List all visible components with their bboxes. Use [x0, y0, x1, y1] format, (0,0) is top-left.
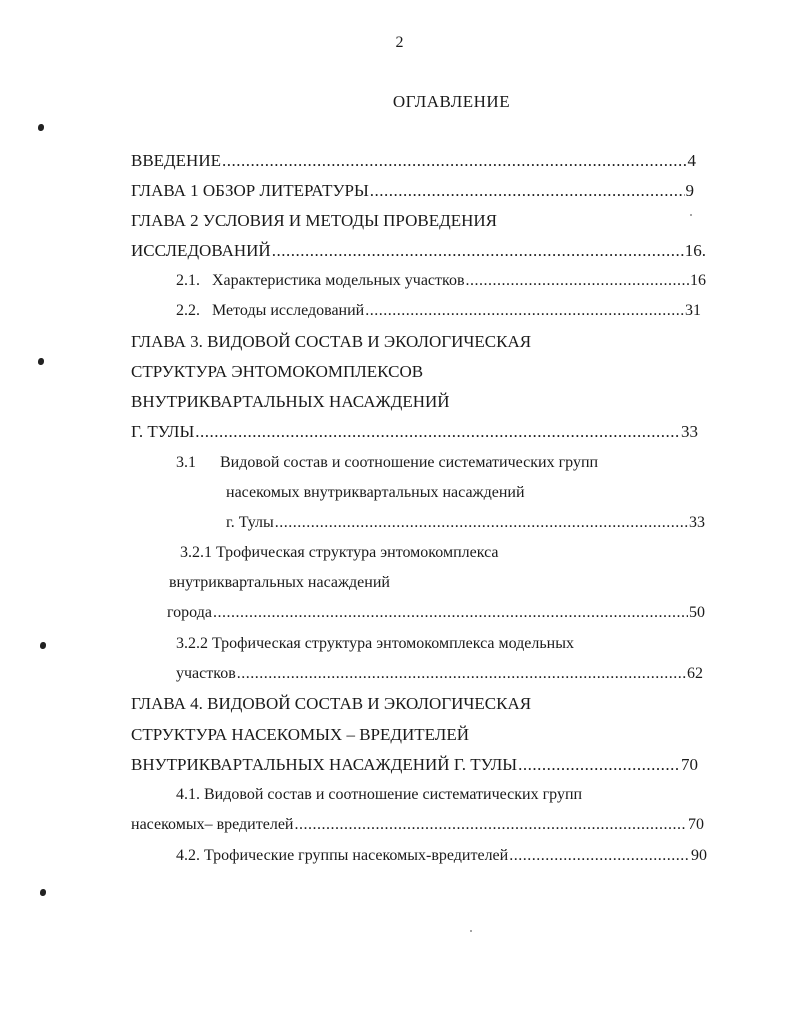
scan-mark — [40, 889, 46, 896]
toc-entry-label: 2.1. Характеристика модельных участков — [176, 272, 465, 289]
toc-leader-dots — [466, 270, 689, 292]
toc-entry-page: 9 — [685, 181, 694, 200]
toc-entry-label: ВНУТРИКВАРТАЛЬНЫХ НАСАЖДЕНИЙ — [131, 392, 450, 411]
toc-leader-dots — [509, 845, 690, 867]
toc-entry-label: СТРУКТУРА НАСЕКОМЫХ – ВРЕДИТЕЛЕЙ — [131, 725, 469, 744]
toc-leader-dots — [195, 421, 680, 443]
toc-entry-label: г. Тулы — [226, 514, 274, 531]
toc-entry-label: ГЛАВА 3. ВИДОВОЙ СОСТАВ И ЭКОЛОГИЧЕСКАЯ — [131, 332, 532, 351]
toc-entry-label: ГЛАВА 1 ОБЗОР ЛИТЕРАТУРЫ — [131, 181, 369, 200]
scan-mark — [38, 124, 44, 131]
toc-entry-page: 62 — [687, 665, 703, 682]
page-number: 2 — [395, 34, 404, 51]
toc-entry-label: города — [167, 604, 212, 621]
toc-entry — [167, 602, 705, 624]
toc-entry-page: 50 — [689, 604, 705, 621]
toc-entry — [131, 693, 531, 715]
toc-entry — [176, 270, 706, 292]
toc-entry — [131, 210, 497, 232]
toc-entry — [131, 331, 531, 353]
toc-leader-dots — [237, 663, 686, 685]
toc-entry-label: 4.1. Видовой состав и соотношение систематических групп — [176, 786, 583, 803]
toc-entry — [169, 572, 390, 594]
toc-entry-page: 33 — [681, 422, 698, 441]
toc-entry-page: 33 — [689, 514, 705, 531]
toc-entry — [176, 663, 703, 685]
toc-entry-page: 4 — [687, 151, 696, 170]
toc-entry — [131, 391, 450, 413]
toc-entry — [131, 814, 704, 836]
toc-entry-label: ГЛАВА 2 УСЛОВИЯ И МЕТОДЫ ПРОВЕДЕНИЯ — [131, 211, 497, 230]
toc-entry-label: ВНУТРИКВАРТАЛЬНЫХ НАСАЖДЕНИЙ Г. ТУЛЫ — [131, 755, 518, 774]
toc-entry — [131, 421, 698, 443]
toc-entry — [131, 240, 706, 262]
toc-entry — [176, 452, 598, 474]
toc-entry — [180, 542, 499, 564]
toc-entry — [131, 754, 698, 776]
scan-mark — [38, 358, 44, 365]
toc-entry — [176, 784, 582, 806]
toc-leader-dots — [370, 180, 685, 202]
toc-leader-dots — [365, 300, 684, 322]
toc-entry-label: участков — [176, 665, 236, 682]
toc-entry-page: 90 — [691, 847, 707, 864]
toc-entry — [131, 361, 423, 383]
scan-speck — [690, 214, 692, 216]
toc-entry — [226, 512, 705, 534]
toc-entry-label: ИССЛЕДОВАНИЙ — [131, 241, 271, 260]
toc-entry-label: СТРУКТУРА ЭНТОМОКОМПЛЕКСОВ — [131, 362, 424, 381]
toc-entry — [176, 633, 574, 655]
toc-entry-label: 3.2.2 Трофическая структура энтомокомплекса модельных — [176, 635, 574, 652]
toc-entry — [131, 724, 469, 746]
toc-entry — [226, 482, 525, 504]
toc-entry-page: 70 — [681, 755, 698, 774]
toc-entry-label: ВВЕДЕНИЕ — [131, 151, 221, 170]
toc-leader-dots — [272, 240, 684, 262]
toc-entry — [131, 180, 694, 202]
toc-entry-label: Г. ТУЛЫ — [131, 422, 195, 441]
toc-entry-page: 70 — [688, 816, 704, 833]
toc-entry-label: 3.1 Видовой состав и соотношение систематических групп — [176, 454, 599, 471]
toc-entry — [131, 150, 696, 172]
toc-entry-label: 3.2.1 Трофическая структура энтомокомплекса — [180, 544, 499, 561]
toc-entry-label: насекомых внутриквартальных насаждений — [226, 484, 525, 501]
scan-speck — [470, 930, 472, 932]
toc-entry-page: 16. — [684, 241, 706, 260]
toc-entry-label: насекомых– вредителей — [131, 816, 294, 833]
toc-leader-dots — [275, 512, 688, 534]
toc-entry-label: внутриквартальных насаждений — [169, 574, 390, 591]
toc-leader-dots — [213, 602, 688, 624]
toc-entry-page: 16 — [690, 272, 706, 289]
toc-entry-label: ГЛАВА 4. ВИДОВОЙ СОСТАВ И ЭКОЛОГИЧЕСКАЯ — [131, 694, 532, 713]
toc-leader-dots — [518, 754, 680, 776]
toc-entry-label: 4.2. Трофические группы насекомых-вредителей — [176, 847, 509, 864]
toc-entry — [176, 845, 707, 867]
scan-mark — [40, 642, 46, 649]
toc-entry — [176, 300, 701, 322]
toc-title: ОГЛАВЛЕНИЕ — [392, 92, 511, 111]
toc-entry-label: 2.2. Методы исследований — [176, 302, 365, 319]
toc-leader-dots — [222, 150, 687, 172]
toc-leader-dots — [294, 814, 687, 836]
toc-entry-page: 31 — [685, 302, 701, 319]
